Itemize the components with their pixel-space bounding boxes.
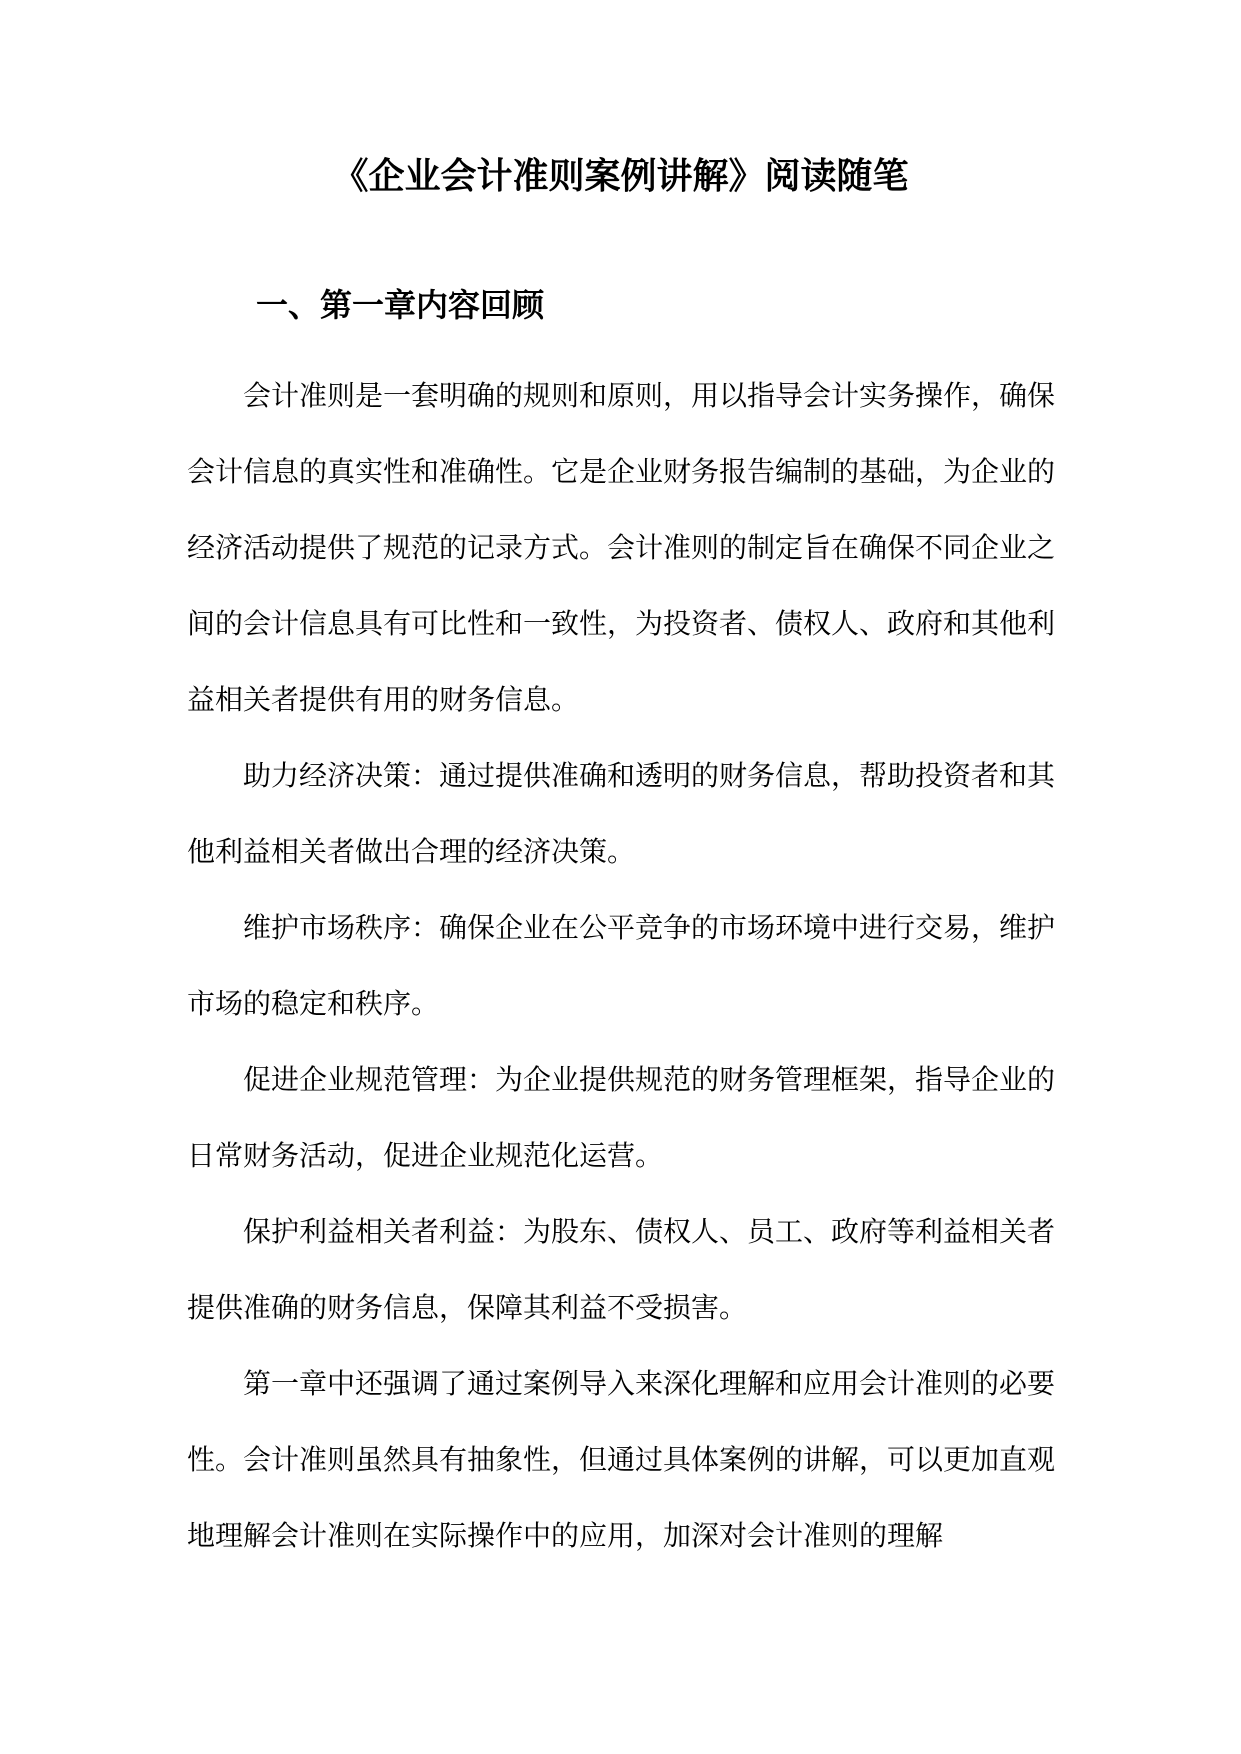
paragraph: 促进企业规范管理：为企业提供规范的财务管理框架，指导企业的日常财务活动，促进企业规范化运营。 (187, 1063, 1056, 1172)
paragraph: 助力经济决策：通过提供准确和透明的财务信息，帮助投资者和其他利益相关者做出合理的经济决策。 (187, 759, 1056, 868)
paragraph: 保护利益相关者利益：为股东、债权人、员工、政府等利益相关者提供准确的财务信息，保障其利益不受损害。 (187, 1215, 1056, 1324)
body-text (187, 358, 1055, 1574)
paragraph: 第一章中还强调了通过案例导入来深化理解和应用会计准则的必要性。会计准则虽然具有抽象性，但通过具体案例的讲解，可以更加直观地理解会计准则在实际操作中的应用，加深对会计准则的理解 (187, 1367, 1056, 1552)
document-title: 《企业会计准则案例讲解》阅读随笔 (332, 155, 909, 197)
section-heading: 一、第一章内容回顾 (256, 286, 545, 324)
paragraph: 会计准则是一套明确的规则和原则，用以指导会计实务操作，确保会计信息的真实性和准确性。它是企业财务报告编制的基础，为企业的经济活动提供了规范的记录方式。会计准则的制定旨在确保不同企业之间的会计信息具有可比性和一致性，为投资者、债权人、政府和其他利益相关者提供有用的财务信息。 (187, 379, 1056, 716)
paragraph: 维护市场秩序：确保企业在公平竞争的市场环境中进行交易，维护市场的稳定和秩序。 (187, 911, 1056, 1020)
